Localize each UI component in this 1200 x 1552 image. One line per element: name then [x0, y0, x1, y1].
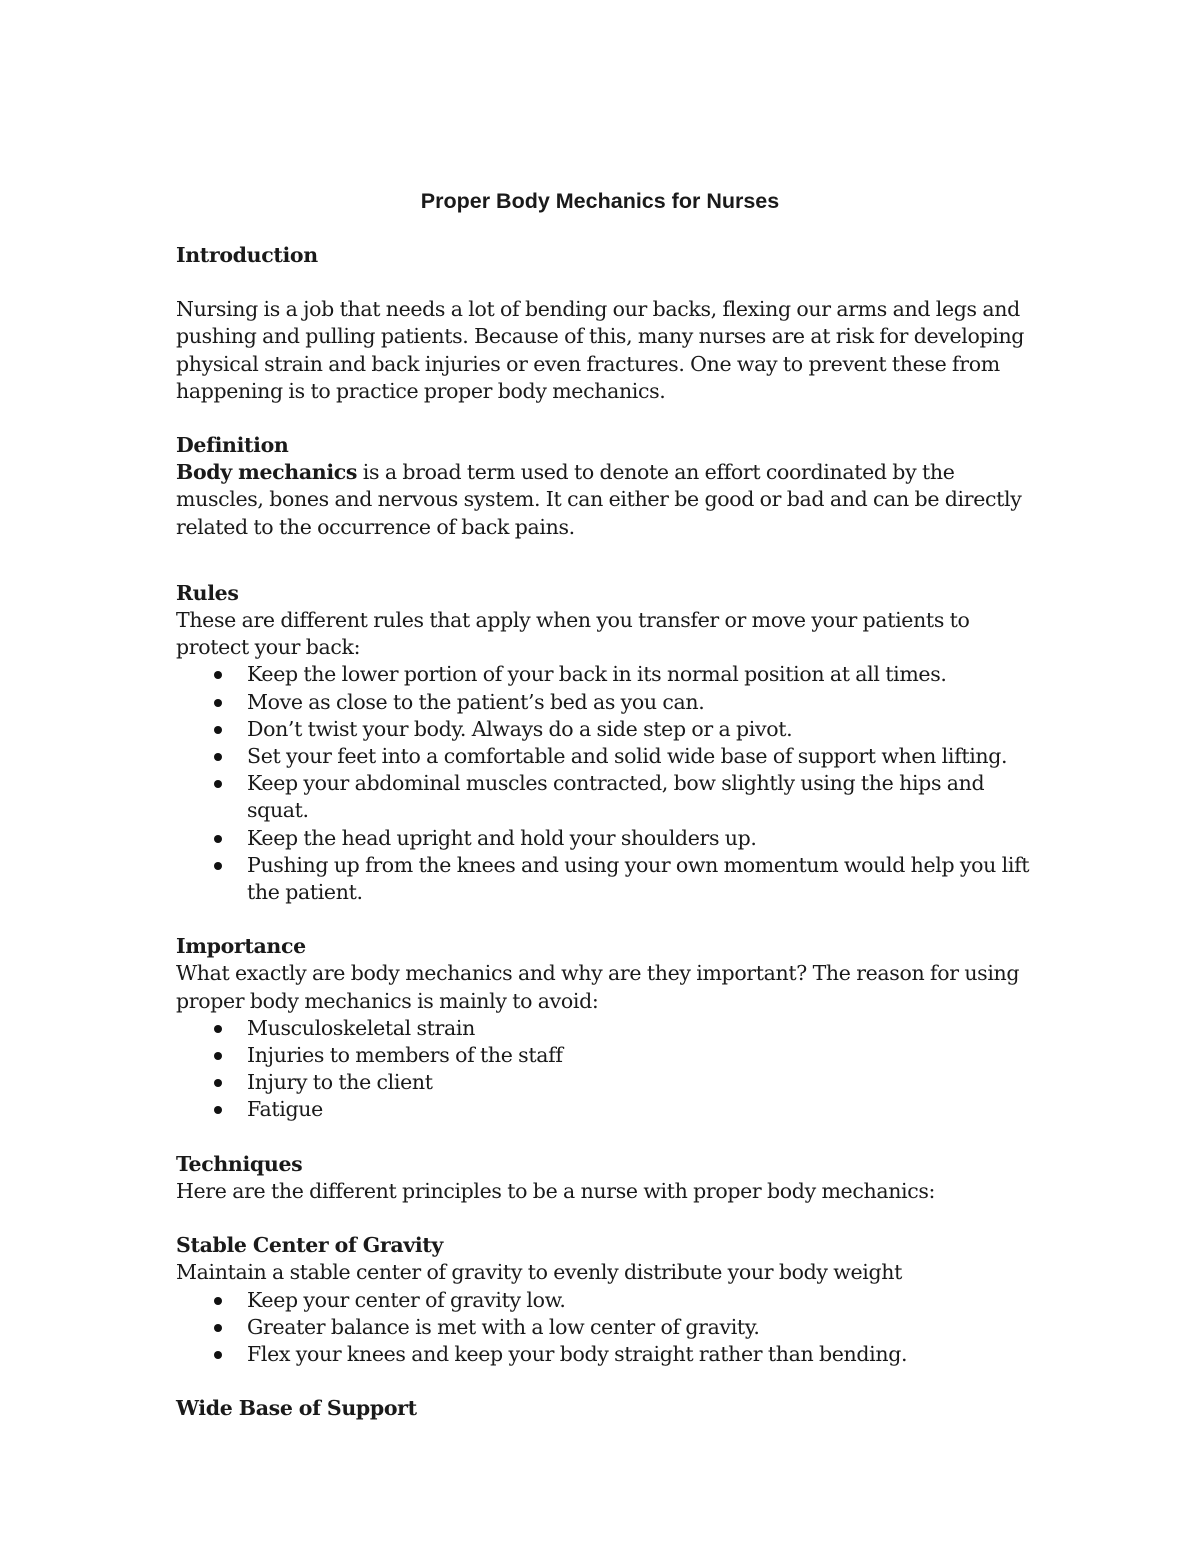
section-heading-importance: Importance	[176, 934, 306, 959]
bullet-icon	[214, 1351, 222, 1359]
spacer	[176, 1205, 1036, 1232]
bullet-icon	[214, 835, 222, 843]
bullet-icon	[214, 1025, 222, 1033]
list-item-text: Pushing up from the knees and using your own momentum would help you lift the patient.	[247, 852, 1030, 905]
list-item	[176, 852, 1036, 906]
list-item	[176, 1015, 1036, 1042]
introduction-paragraph: Nursing is a job that needs a lot of bending our backs, flexing our arms and legs and pushing and pulling patients. Because of this, many nurses are at risk for developing physical strain and back injuries or even fractures. One way to prevent these from happening is to practice proper body mechanics.	[176, 297, 1025, 403]
rules-intro: These are different rules that apply when you transfer or move your patients to protect your back:	[176, 608, 970, 660]
stable-center-list	[176, 1287, 1036, 1369]
bullet-icon	[214, 1079, 222, 1087]
bullet-icon	[214, 1106, 222, 1114]
section-heading-rules: Rules	[176, 580, 239, 605]
bullet-icon	[214, 753, 222, 761]
list-item	[176, 743, 1036, 770]
stable-center-intro: Maintain a stable center of gravity to evenly distribute your body weight	[176, 1260, 902, 1285]
bullet-icon	[214, 780, 222, 788]
list-item-text: Move as close to the patient’s bed as you can.	[247, 689, 705, 714]
importance-intro: What exactly are body mechanics and why are they important? The reason for using proper body mechanics is mainly to avoid:	[176, 961, 1020, 1013]
list-item-text: Set your feet into a comfortable and solid wide base of support when lifting.	[247, 744, 1008, 769]
bullet-icon	[214, 726, 222, 734]
bullet-icon	[214, 1297, 222, 1305]
definition-term: Body mechanics	[176, 460, 358, 485]
spacer	[176, 405, 1036, 432]
list-item-text: Keep the lower portion of your back in its normal position at all times.	[247, 662, 947, 687]
list-item	[176, 1341, 1036, 1368]
spacer	[176, 541, 1036, 580]
spacer	[176, 906, 1036, 933]
section-heading-stable-center: Stable Center of Gravity	[176, 1233, 443, 1258]
techniques-intro: Here are the different principles to be a nurse with proper body mechanics:	[176, 1178, 936, 1203]
list-item-text: Injuries to members of the staff	[247, 1043, 563, 1068]
spacer	[176, 215, 1036, 242]
bullet-icon	[214, 671, 222, 679]
section-heading-techniques: Techniques	[176, 1151, 303, 1176]
list-item	[176, 1042, 1036, 1069]
list-item	[176, 689, 1036, 716]
page-title: Proper Body Mechanics for Nurses	[420, 189, 780, 213]
spacer	[176, 269, 1036, 296]
bullet-icon	[214, 1052, 222, 1060]
bullet-icon	[214, 862, 222, 870]
section-heading-wide-base: Wide Base of Support	[176, 1396, 417, 1421]
list-item	[176, 1069, 1036, 1096]
list-item	[176, 661, 1036, 688]
rules-list	[176, 661, 1036, 906]
list-item-text: Keep your center of gravity low.	[247, 1287, 566, 1312]
list-item-text: Fatigue	[247, 1097, 323, 1122]
bullet-icon	[214, 1324, 222, 1332]
list-item	[176, 770, 1036, 824]
list-item-text: Greater balance is met with a low center of gravity.	[247, 1314, 760, 1339]
bullet-icon	[214, 699, 222, 707]
list-item-text: Flex your knees and keep your body straight rather than bending.	[247, 1341, 908, 1366]
list-item	[176, 1287, 1036, 1314]
importance-list	[176, 1015, 1036, 1124]
section-heading-definition: Definition	[176, 433, 289, 458]
list-item-text: Keep the head upright and hold your shoulders up.	[247, 825, 757, 850]
section-heading-introduction: Introduction	[176, 243, 318, 267]
document-content	[176, 188, 1036, 1422]
spacer	[176, 1124, 1036, 1151]
list-item	[176, 1096, 1036, 1123]
list-item-text: Musculoskeletal strain	[247, 1015, 475, 1040]
list-item	[176, 716, 1036, 743]
list-item	[176, 1314, 1036, 1341]
list-item-text: Injury to the client	[247, 1070, 433, 1095]
list-item	[176, 825, 1036, 852]
list-item-text: Don’t twist your body. Always do a side step or a pivot.	[247, 716, 793, 741]
definition-paragraph	[176, 459, 1036, 541]
spacer	[176, 1368, 1036, 1395]
definition-text: is a broad term used to denote an effort coordinated by the muscles, bones and nervous system. It can either be good or bad and can be directly related to the occurrence of back pains.	[176, 460, 1022, 539]
list-item-text: Keep your abdominal muscles contracted, bow slightly using the hips and squat.	[247, 771, 985, 823]
